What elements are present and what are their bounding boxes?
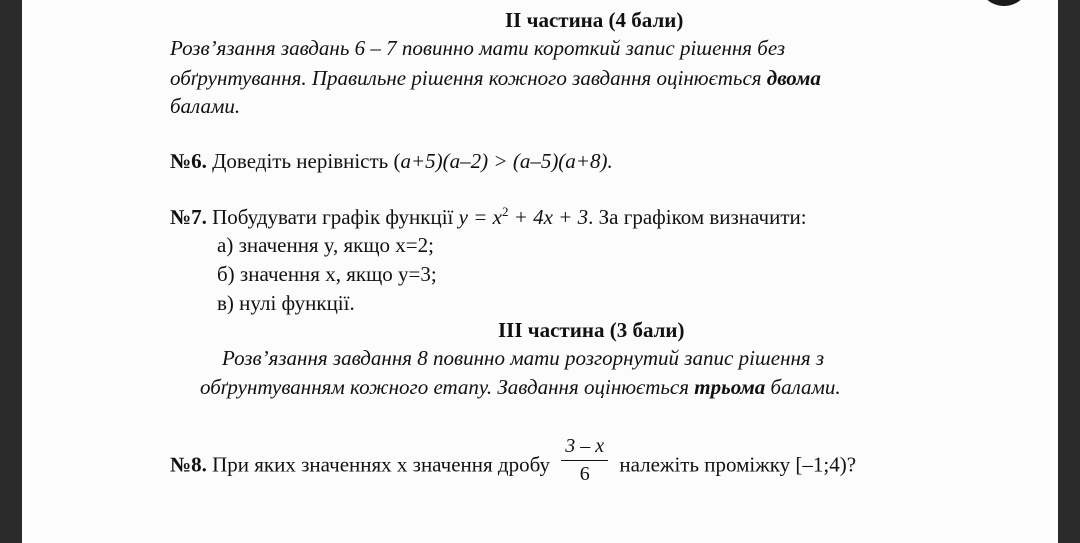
- task7-func-rhs: + 4x + 3: [508, 205, 589, 229]
- part2-intro-line1: Розв’язання завдань 6 – 7 повинно мати короткий запис рішення без: [170, 36, 786, 60]
- part3-intro-text-after: балами.: [765, 375, 841, 399]
- task7-func-exponent: 2: [501, 204, 509, 219]
- task7-item-a: а) значення y, якщо x=2;: [217, 233, 434, 257]
- part3-intro-line1: Розв’язання завдання 8 повинно мати розгорнутий запис рішення з: [222, 346, 825, 370]
- task8-text-after: належіть проміжку [–1;4)?: [614, 452, 857, 477]
- task8-fraction-denominator: 6: [579, 463, 590, 485]
- task8-fraction: [561, 435, 608, 486]
- part3-intro-text: обґрунтуванням кожного етапу. Завдання оцінюється: [200, 375, 695, 399]
- task6-expression: a+5)(a–2) > (a–5)(a+8).: [400, 149, 613, 173]
- part3-intro-line2: [200, 375, 841, 400]
- part2-intro-text: обґрунтування. Правильне рішення кожного завдання оцінюється: [170, 66, 767, 90]
- window-corner-shape: [978, 0, 1030, 6]
- task7-item-c: в) нулі функції.: [217, 291, 355, 315]
- task7-number: №7.: [170, 205, 207, 229]
- task7-text-after: . За графіком визначити:: [588, 205, 807, 229]
- task6-number: №6.: [170, 149, 207, 173]
- task7-text: Побудувати графік функції: [206, 205, 459, 229]
- task7-func-lhs: y = x: [458, 205, 502, 229]
- task7: [170, 205, 807, 230]
- part3-intro-bold: трьома: [694, 375, 766, 399]
- task8-fraction-numerator: 3 – x: [561, 435, 608, 461]
- task8-number: №8.: [170, 452, 207, 477]
- part2-intro-bold: двома: [766, 66, 821, 90]
- task6-text: Доведіть нерівність (: [206, 149, 401, 173]
- part2-intro-line2: [170, 66, 821, 91]
- task6: [170, 149, 613, 174]
- task8: [170, 435, 857, 492]
- part2-intro-line3: балами.: [170, 94, 241, 118]
- part3-title: ІІІ частина (3 бали): [498, 318, 685, 342]
- document-page: [22, 0, 1058, 543]
- task7-item-b: б) значення x, якщо y=3;: [217, 262, 437, 286]
- task8-text: При яких значеннях x значення дробу: [206, 452, 556, 477]
- part2-title: ІІ частина (4 бали): [505, 8, 684, 32]
